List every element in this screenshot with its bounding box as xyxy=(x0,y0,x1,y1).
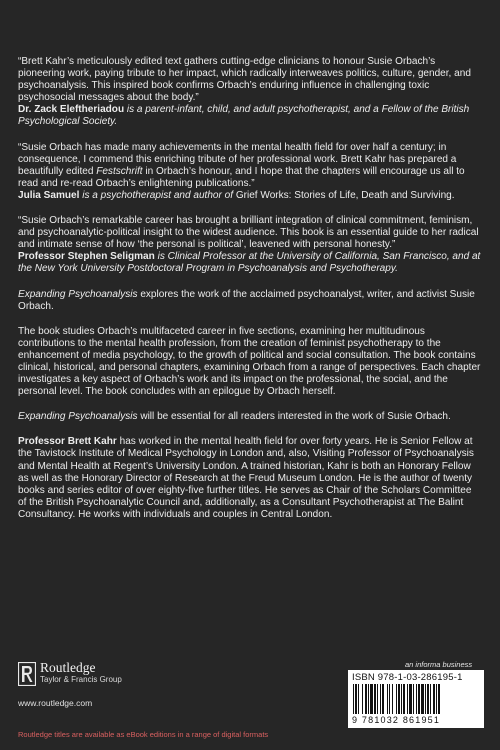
publisher-group: Taylor & Francis Group xyxy=(40,675,122,684)
intro-text: explores the work of the acclaimed psychoanalyst, writer, and activist Susie Orbach. xyxy=(18,288,475,312)
ebook-note: Routledge titles are available as eBook editions in a range of digital formats xyxy=(18,730,269,739)
author-bio-text: has worked in the mental health field for over forty years. He is Senior Fellow at the Tavistock Institute of Medical Psychology in London and, also, Visiting Professor of Psychoanalysis and Mental Health at Regent’s University London. A trained historian, Kahr is both an Honorary Fellow as well as the Honorary Director of Research at the Freud Museum London. He is the author of twenty books and series editor of over eighty-five further titles. He serves as Chair of the Scholars Committee of the British Psychoanalytic Council and, additionally, as a Consultant Psychotherapist at The Balint Consultancy. He works with individuals and couples in Central London. xyxy=(18,436,474,520)
blurb-quote: in Orbach’s honour, and I hope that the chapters will encourage us all to read and re-read Orbach’s enlightening publications.” xyxy=(18,165,465,189)
blurb-author-book: Grief Works: Stories of Life, Death and Surviving. xyxy=(235,189,455,201)
blurb-author-desc: is Clinical Professor at the University of California, San Francisco, and at the New York University Postdoctoral Program in Psychoanalysis and Psychotherapy. xyxy=(18,251,481,275)
intro-paragraph xyxy=(18,289,482,313)
publisher-logo xyxy=(18,662,122,686)
blurb-author-desc: is a parent-infant, child, and adult psychotherapist, and a Fellow of the British Psychological Society. xyxy=(18,104,470,128)
book-title: Expanding Psychoanalysis xyxy=(18,411,138,423)
blurb-quote: “Susie Orbach has made many achievements in the mental health field for over half a century; in consequence, I commend this enriching tribute of her professional work. Brett Kahr has prepared a beautifully edited xyxy=(18,141,457,177)
barcode-graphic xyxy=(352,684,480,716)
barcode-digits: 9 781032 861951 xyxy=(352,715,441,725)
blurb-author: Dr. Zack Eleftheriadou xyxy=(18,104,125,116)
blurb-quote-italic: Festschrift xyxy=(96,165,143,177)
blurb-author-desc: is a psychotherapist and author of xyxy=(79,189,236,201)
book-title: Expanding Psychoanalysis xyxy=(18,288,138,300)
blurb-quote: “Brett Kahr’s meticulously edited text gathers cutting-edge clinicians to honour Susie Orbach’s pioneering work, paying tribute to her impact, which radically interweaves politics, culture, gender, and psychoanalysis. This inspired book confirms Orbach’s enduring influence in challenging toxic psychosocial messages about the body.” xyxy=(18,56,471,104)
routledge-r-icon xyxy=(18,662,36,686)
cover-footer xyxy=(0,660,500,750)
blurb-1 xyxy=(18,56,482,129)
back-cover-text xyxy=(18,56,482,534)
blurb-3 xyxy=(18,215,482,275)
blurb-author: Julia Samuel xyxy=(18,189,80,201)
publisher-name: Routledge xyxy=(40,660,96,675)
audience-paragraph xyxy=(18,411,482,423)
isbn-number: ISBN 978-1-03-286195-1 xyxy=(352,672,463,683)
informa-tagline: an informa business xyxy=(405,660,473,669)
blurb-2 xyxy=(18,142,482,202)
audience-text: will be essential for all readers interested in the work of Susie Orbach. xyxy=(137,411,451,423)
summary-paragraph: The book studies Orbach’s multifaceted career in five sections, examining her multitudinous contributions to the mental health profession, from the creation of feminist psychotherapy to the enhancement of media psychology, to the growth of political and social consultation. The book contains clinical, historical, and personal chapters, examining Orbach from a range of perspectives. Each chapter investigates a key aspect of Orbach’s work and its impact on the professional, the social, and the personal level. The book concludes with an epilogue by Orbach herself. xyxy=(18,325,481,398)
blurb-author: Professor Stephen Seligman xyxy=(18,251,155,263)
isbn-barcode xyxy=(348,670,484,728)
author-bio xyxy=(18,436,482,521)
author-name: Professor Brett Kahr xyxy=(18,436,117,448)
publisher-website: www.routledge.com xyxy=(18,698,93,708)
blurb-quote: “Susie Orbach’s remarkable career has brought a brilliant integration of clinical commitment, feminism, and psychoanalytic-political insight to the widest audience. This book is an essential guide to her radical and intimate sense of how ‘the personal is political’, leavened with personal honesty.” xyxy=(18,215,479,251)
